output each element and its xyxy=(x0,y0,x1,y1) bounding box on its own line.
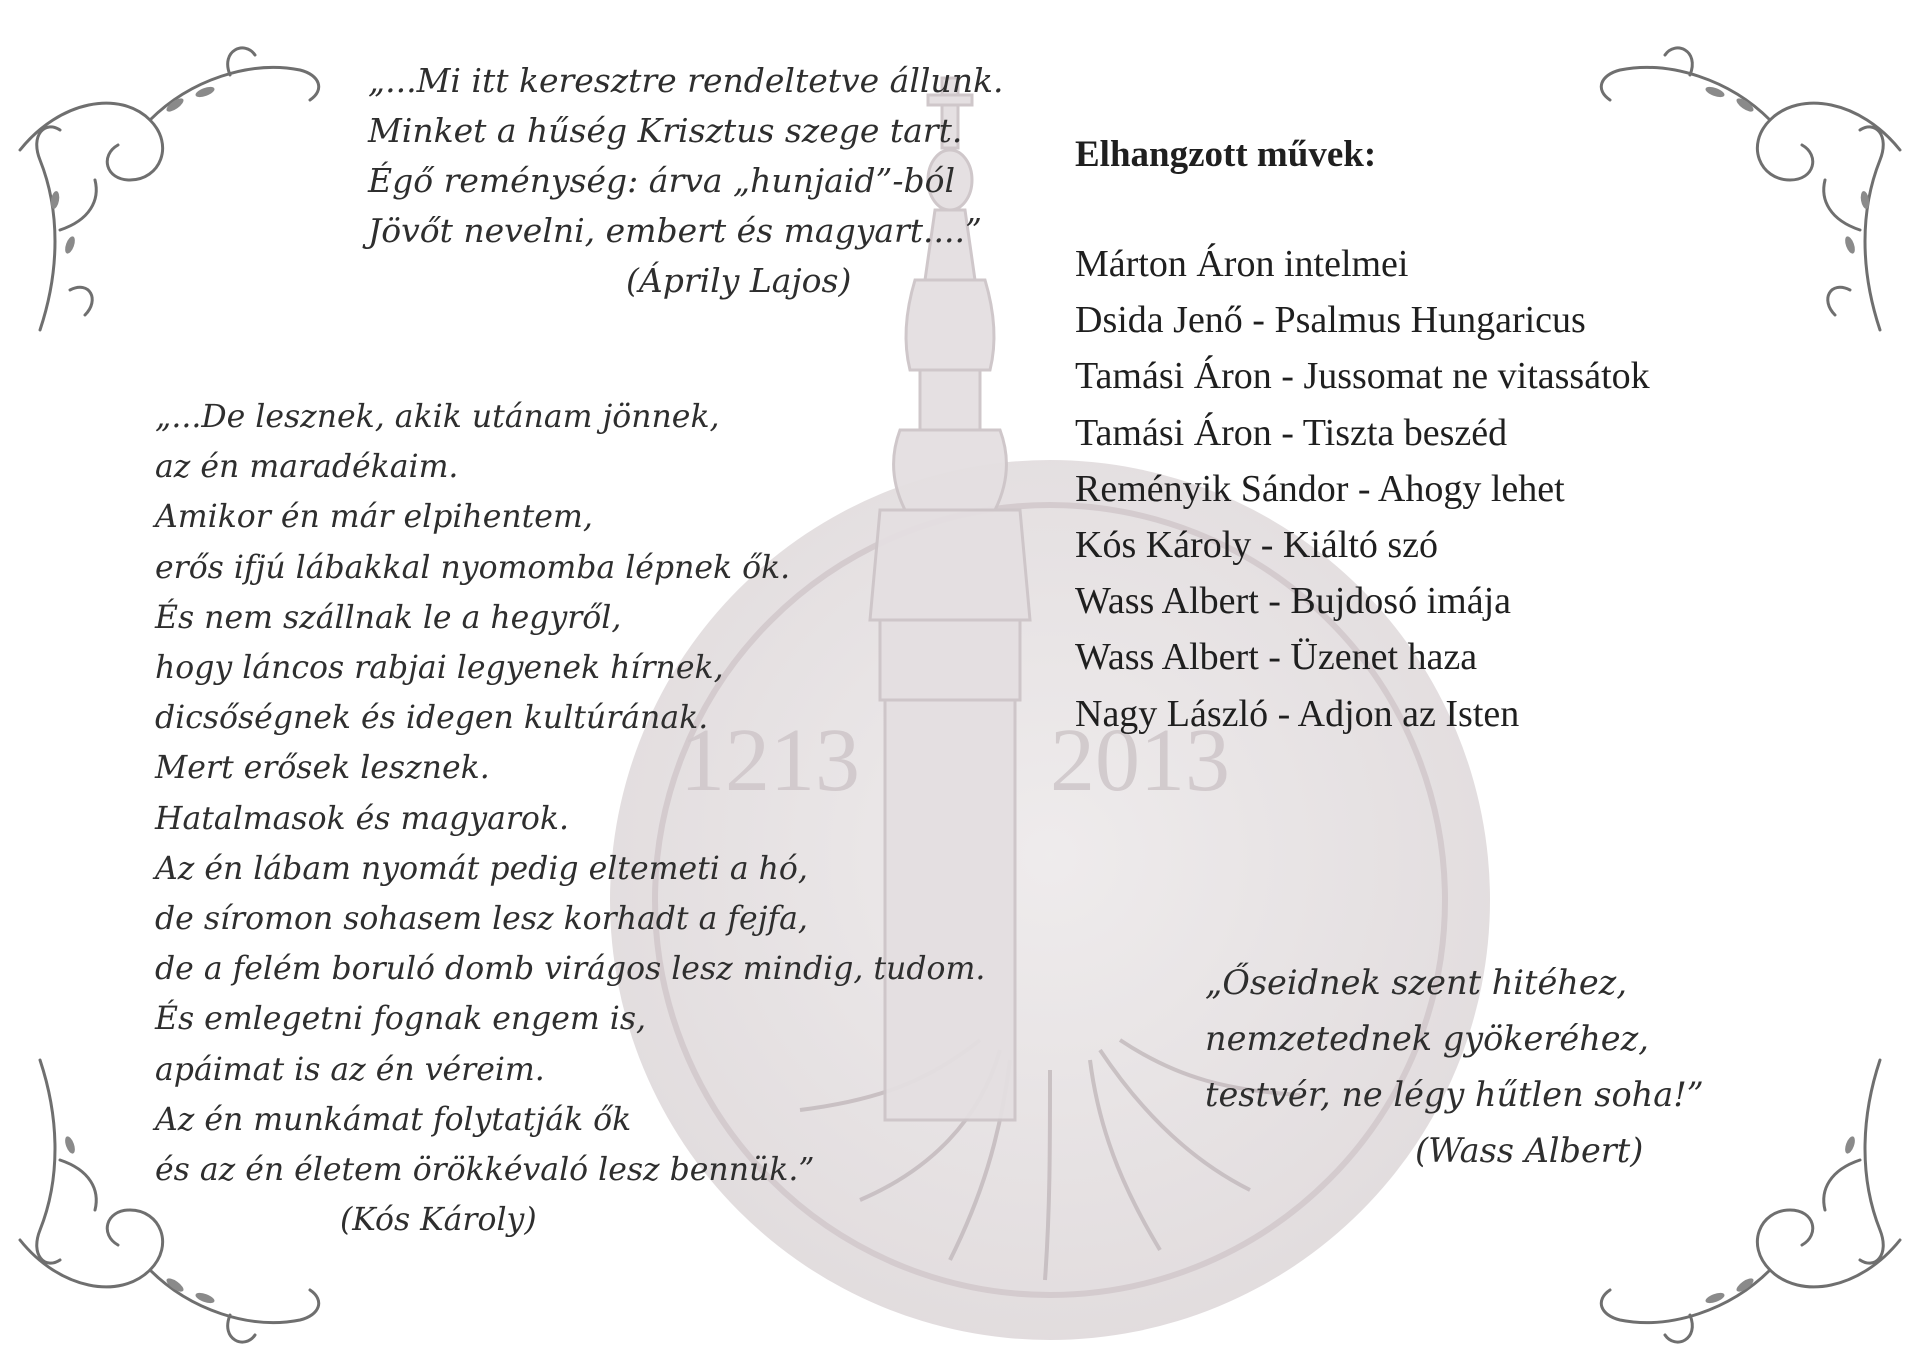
quote-line: hogy láncos rabjai legyenek hírnek, xyxy=(155,650,724,687)
quote-line: Hatalmasok és magyarok. xyxy=(155,800,569,837)
watermark-year-left: 1213 xyxy=(680,711,860,810)
quote-line: az én maradékaim. xyxy=(155,449,459,486)
quote-line: Az én lábam nyomát pedig eltemeti a hó, xyxy=(155,850,808,887)
quote-line: apáimat is az én véreim. xyxy=(155,1051,545,1088)
quote-line: „Őseidnek szent hitéhez, xyxy=(1205,963,1627,1002)
quote-aprily xyxy=(368,56,1003,306)
quote-line: és az én életem örökkévaló lesz bennük.” xyxy=(155,1152,815,1189)
quote-line: testvér, ne légy hűtlen soha!” xyxy=(1205,1075,1704,1114)
quote-line: nemzetednek gyökeréhez, xyxy=(1205,1019,1649,1058)
list-item: Tamási Áron - Jussomat ne vitassátok xyxy=(1075,355,1650,398)
list-item: Márton Áron intelmei xyxy=(1075,243,1409,285)
quote-line: „...De lesznek, akik utánam jönnek, xyxy=(155,399,720,435)
list-item: Wass Albert - Bujdosó imája xyxy=(1075,580,1511,623)
works-section xyxy=(1075,130,1650,742)
list-item: Dsida Jenő - Psalmus Hungaricus xyxy=(1075,299,1586,342)
quote-line: Égő reménység: árva „hunjaid”-ból xyxy=(368,161,956,200)
quote-line: Jövőt nevelni, embert és magyart....” xyxy=(368,211,982,250)
list-item: Nagy László - Adjon az Isten xyxy=(1075,692,1520,735)
quote-line: Amikor én már elpihentem, xyxy=(155,499,593,536)
works-title: Elhangzott művek: xyxy=(1075,134,1377,175)
quote-line: de síromon sohasem lesz korhadt a fejfa, xyxy=(155,901,808,938)
quote-line: És emlegetni fognak engem is, xyxy=(155,1001,647,1038)
quote-line: dicsőségnek és idegen kultúrának. xyxy=(155,700,709,737)
quote-line: És nem szállnak le a hegyről, xyxy=(155,599,622,636)
list-item: Tamási Áron - Tiszta beszéd xyxy=(1075,411,1508,454)
flourish-ornament-icon xyxy=(0,30,360,390)
quote-line: erős ifjú lábakkal nyomomba lépnek ők. xyxy=(155,549,791,586)
quote-line: Mert erősek lesznek. xyxy=(155,750,490,787)
works-list xyxy=(1075,236,1650,742)
quote-kos xyxy=(155,392,985,1245)
quote-line: de a felém boruló domb virágos lesz mindig, tudom. xyxy=(155,951,986,988)
list-item: Reményik Sándor - Ahogy lehet xyxy=(1075,467,1565,510)
list-item: Kós Károly - Kiáltó szó xyxy=(1075,524,1439,567)
list-item: Wass Albert - Üzenet haza xyxy=(1075,636,1478,679)
quote-author: (Áprily Lajos) xyxy=(626,261,852,300)
quote-wass xyxy=(1205,955,1704,1179)
quote-author: (Wass Albert) xyxy=(1415,1131,1644,1170)
quote-line: Az én munkámat folytatják ők xyxy=(155,1101,632,1138)
quote-line: Minket a hűség Krisztus szege tart. xyxy=(368,111,963,150)
quote-line: „...Mi itt keresztre rendeltetve állunk. xyxy=(368,61,1004,100)
watermark-year-right: 2013 xyxy=(1050,711,1230,810)
quote-author: (Kós Károly) xyxy=(340,1202,537,1239)
